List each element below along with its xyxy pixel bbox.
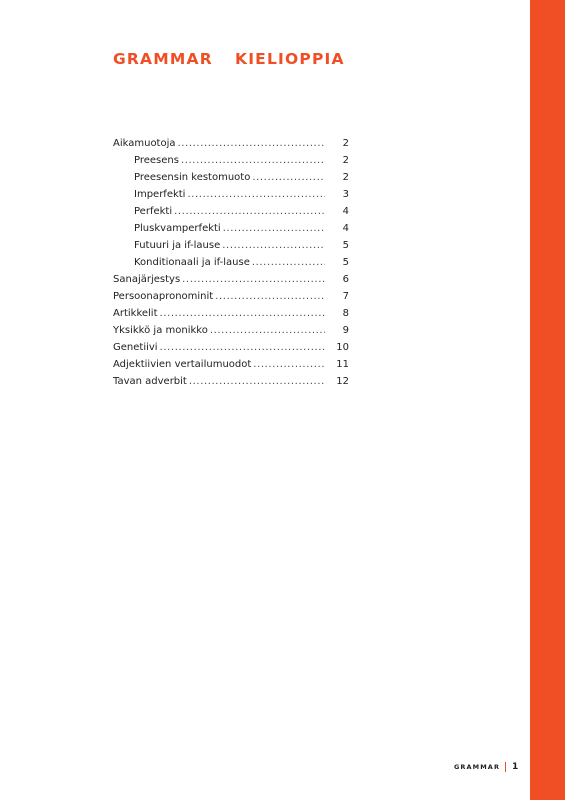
toc-entry[interactable] bbox=[113, 271, 349, 288]
toc-entry-label: Tavan adverbit bbox=[113, 376, 187, 387]
toc-entry-label: Sanajärjestys bbox=[113, 274, 181, 285]
toc-entry-label: Konditionaali ja if-lause bbox=[134, 257, 250, 268]
toc-leader-dots bbox=[181, 152, 325, 169]
toc-leader-dots bbox=[253, 356, 325, 373]
toc-entry-page: 5 bbox=[342, 257, 349, 268]
toc-entry-page: 2 bbox=[342, 155, 349, 166]
toc-entry-page: 3 bbox=[342, 189, 349, 200]
footer-divider bbox=[505, 762, 506, 772]
toc-subentry[interactable] bbox=[113, 152, 349, 169]
footer-section-label: GRAMMAR bbox=[454, 763, 501, 771]
toc-entry-label: Aikamuotoja bbox=[113, 138, 176, 149]
toc-leader-dots bbox=[215, 288, 325, 305]
toc-entry[interactable] bbox=[113, 305, 349, 322]
toc-entry-page: 2 bbox=[342, 172, 349, 183]
toc-leader-dots bbox=[187, 186, 325, 203]
toc-entry[interactable] bbox=[113, 322, 349, 339]
toc-entry-page: 5 bbox=[342, 240, 349, 251]
toc-entry[interactable] bbox=[113, 356, 349, 373]
toc-entry-page: 10 bbox=[336, 342, 349, 353]
toc-entry-label: Preesensin kestomuoto bbox=[134, 172, 251, 183]
toc-subentry[interactable] bbox=[113, 169, 349, 186]
toc-entry-label: Artikkelit bbox=[113, 308, 158, 319]
toc-entry-page: 11 bbox=[336, 359, 349, 370]
toc-entry-label: Imperfekti bbox=[134, 189, 186, 200]
toc-subentry[interactable] bbox=[113, 220, 349, 237]
side-accent-stripe bbox=[530, 0, 565, 800]
page-heading bbox=[113, 50, 345, 68]
toc-entry-label: Yksikkö ja monikko bbox=[113, 325, 208, 336]
toc-subentry[interactable] bbox=[113, 186, 349, 203]
toc-entry[interactable] bbox=[113, 135, 349, 152]
toc-subentry[interactable] bbox=[113, 237, 349, 254]
toc-leader-dots bbox=[252, 169, 325, 186]
toc-entry-page: 7 bbox=[342, 291, 349, 302]
toc-entry[interactable] bbox=[113, 339, 349, 356]
toc-entry-label: Genetiivi bbox=[113, 342, 158, 353]
page-footer bbox=[454, 762, 518, 772]
toc-leader-dots bbox=[178, 135, 325, 152]
toc-entry-label: Adjektiivien vertailumuodot bbox=[113, 359, 252, 370]
toc-leader-dots bbox=[210, 322, 325, 339]
toc-entry-page: 4 bbox=[342, 206, 349, 217]
toc-entry-page: 8 bbox=[342, 308, 349, 319]
toc-leader-dots bbox=[222, 237, 325, 254]
heading-english: GRAMMAR bbox=[113, 50, 213, 68]
toc-leader-dots bbox=[223, 220, 325, 237]
toc-leader-dots bbox=[182, 271, 325, 288]
toc-entry-label: Persoonapronominit bbox=[113, 291, 214, 302]
toc-entry-page: 2 bbox=[342, 138, 349, 149]
toc-leader-dots bbox=[189, 373, 325, 390]
toc-entry-page: 6 bbox=[342, 274, 349, 285]
toc-entry-page: 4 bbox=[342, 223, 349, 234]
toc-entry-label: Perfekti bbox=[134, 206, 173, 217]
toc-entry-label: Pluskvamperfekti bbox=[134, 223, 221, 234]
toc-subentry[interactable] bbox=[113, 254, 349, 271]
toc-leader-dots bbox=[174, 203, 325, 220]
toc-subentry[interactable] bbox=[113, 203, 349, 220]
toc-entry-label: Futuuri ja if-lause bbox=[134, 240, 221, 251]
toc-leader-dots bbox=[160, 339, 325, 356]
toc-entry[interactable] bbox=[113, 373, 349, 390]
toc-entry-page: 9 bbox=[342, 325, 349, 336]
table-of-contents bbox=[113, 135, 349, 390]
heading-finnish: KIELIOPPIA bbox=[235, 50, 345, 68]
toc-entry-label: Preesens bbox=[134, 155, 179, 166]
toc-entry-page: 12 bbox=[336, 376, 349, 387]
toc-entry[interactable] bbox=[113, 288, 349, 305]
toc-leader-dots bbox=[252, 254, 325, 271]
footer-page-number: 1 bbox=[512, 762, 519, 772]
toc-leader-dots bbox=[160, 305, 325, 322]
